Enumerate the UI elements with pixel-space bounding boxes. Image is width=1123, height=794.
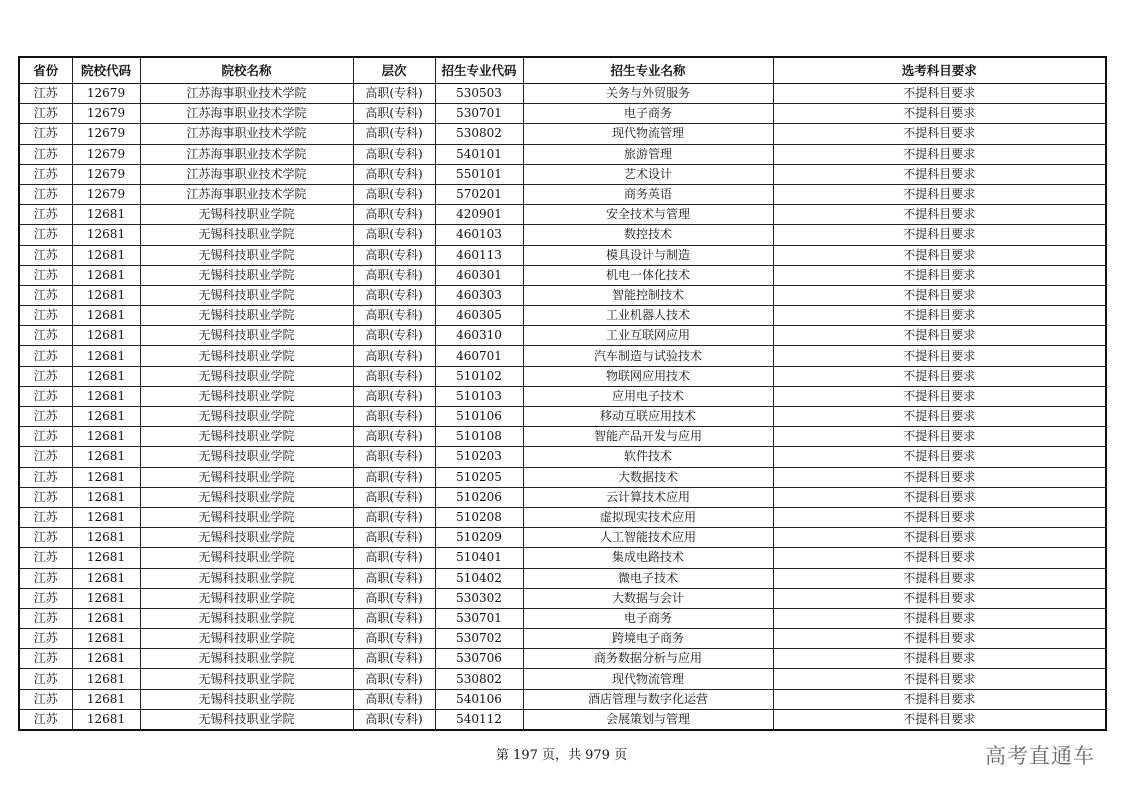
cell-school-name: 无锡科技职业学院 — [140, 447, 353, 467]
table-row — [19, 507, 1106, 527]
table-row — [19, 285, 1106, 305]
cell-major-name: 关务与外贸服务 — [523, 84, 773, 104]
cell-level: 高职(专科) — [353, 205, 435, 225]
cell-subject-requirement: 不提科目要求 — [773, 326, 1106, 346]
cell-school-name: 无锡科技职业学院 — [140, 225, 353, 245]
cell-major-name: 旅游管理 — [523, 144, 773, 164]
table-row — [19, 184, 1106, 204]
cell-school-code: 12679 — [72, 144, 140, 164]
cell-province: 江苏 — [19, 709, 72, 730]
table-row — [19, 386, 1106, 406]
cell-level: 高职(专科) — [353, 346, 435, 366]
cell-province: 江苏 — [19, 528, 72, 548]
header-school-code: 院校代码 — [72, 57, 140, 84]
cell-school-name: 无锡科技职业学院 — [140, 487, 353, 507]
table-row — [19, 588, 1106, 608]
cell-major-name: 汽车制造与试验技术 — [523, 346, 773, 366]
table-row — [19, 689, 1106, 709]
cell-level: 高职(专科) — [353, 669, 435, 689]
table-row — [19, 528, 1106, 548]
cell-major-code: 460103 — [435, 225, 523, 245]
cell-school-name: 无锡科技职业学院 — [140, 588, 353, 608]
cell-major-name: 虚拟现实技术应用 — [523, 507, 773, 527]
cell-province: 江苏 — [19, 285, 72, 305]
cell-school-code: 12681 — [72, 507, 140, 527]
cell-province: 江苏 — [19, 548, 72, 568]
cell-province: 江苏 — [19, 588, 72, 608]
enrollment-table-container — [18, 56, 1105, 731]
cell-province: 江苏 — [19, 346, 72, 366]
cell-major-code: 540106 — [435, 689, 523, 709]
cell-school-code: 12681 — [72, 649, 140, 669]
header-major-name: 招生专业名称 — [523, 57, 773, 84]
cell-major-code: 530701 — [435, 104, 523, 124]
cell-province: 江苏 — [19, 649, 72, 669]
cell-major-name: 商务数据分析与应用 — [523, 649, 773, 669]
cell-school-name: 江苏海事职业技术学院 — [140, 164, 353, 184]
cell-major-code: 460310 — [435, 326, 523, 346]
cell-school-name: 江苏海事职业技术学院 — [140, 104, 353, 124]
cell-major-code: 510209 — [435, 528, 523, 548]
cell-major-code: 530503 — [435, 84, 523, 104]
cell-major-code: 510206 — [435, 487, 523, 507]
cell-school-code: 12681 — [72, 629, 140, 649]
table-row — [19, 467, 1106, 487]
cell-major-name: 艺术设计 — [523, 164, 773, 184]
cell-major-code: 510205 — [435, 467, 523, 487]
cell-school-name: 江苏海事职业技术学院 — [140, 144, 353, 164]
cell-province: 江苏 — [19, 326, 72, 346]
cell-school-code: 12681 — [72, 548, 140, 568]
cell-school-code: 12681 — [72, 366, 140, 386]
table-body — [19, 84, 1106, 731]
cell-major-code: 510203 — [435, 447, 523, 467]
cell-level: 高职(专科) — [353, 245, 435, 265]
table-row — [19, 568, 1106, 588]
cell-school-name: 江苏海事职业技术学院 — [140, 84, 353, 104]
cell-major-name: 机电一体化技术 — [523, 265, 773, 285]
cell-level: 高职(专科) — [353, 285, 435, 305]
cell-level: 高职(专科) — [353, 487, 435, 507]
cell-major-code: 510103 — [435, 386, 523, 406]
cell-school-name: 无锡科技职业学院 — [140, 568, 353, 588]
cell-subject-requirement: 不提科目要求 — [773, 649, 1106, 669]
cell-level: 高职(专科) — [353, 326, 435, 346]
cell-major-code: 460303 — [435, 285, 523, 305]
cell-province: 江苏 — [19, 164, 72, 184]
cell-major-name: 商务英语 — [523, 184, 773, 204]
cell-subject-requirement: 不提科目要求 — [773, 386, 1106, 406]
header-school-name: 院校名称 — [140, 57, 353, 84]
cell-major-code: 530302 — [435, 588, 523, 608]
cell-major-code: 530702 — [435, 629, 523, 649]
cell-level: 高职(专科) — [353, 306, 435, 326]
cell-major-name: 集成电路技术 — [523, 548, 773, 568]
cell-school-name: 无锡科技职业学院 — [140, 427, 353, 447]
cell-subject-requirement: 不提科目要求 — [773, 245, 1106, 265]
cell-major-code: 460305 — [435, 306, 523, 326]
cell-subject-requirement: 不提科目要求 — [773, 548, 1106, 568]
cell-school-code: 12681 — [72, 306, 140, 326]
cell-subject-requirement: 不提科目要求 — [773, 164, 1106, 184]
watermark-text: 高考直通车 — [985, 744, 1095, 768]
cell-level: 高职(专科) — [353, 144, 435, 164]
cell-major-name: 数控技术 — [523, 225, 773, 245]
cell-subject-requirement: 不提科目要求 — [773, 124, 1106, 144]
cell-major-code: 420901 — [435, 205, 523, 225]
cell-school-name: 无锡科技职业学院 — [140, 608, 353, 628]
cell-major-code: 570201 — [435, 184, 523, 204]
table-row — [19, 225, 1106, 245]
cell-subject-requirement: 不提科目要求 — [773, 346, 1106, 366]
cell-level: 高职(专科) — [353, 265, 435, 285]
cell-school-code: 12681 — [72, 205, 140, 225]
cell-school-name: 无锡科技职业学院 — [140, 366, 353, 386]
table-row — [19, 487, 1106, 507]
cell-subject-requirement: 不提科目要求 — [773, 689, 1106, 709]
table-row — [19, 265, 1106, 285]
cell-school-code: 12681 — [72, 467, 140, 487]
cell-subject-requirement: 不提科目要求 — [773, 487, 1106, 507]
cell-province: 江苏 — [19, 669, 72, 689]
cell-province: 江苏 — [19, 407, 72, 427]
cell-level: 高职(专科) — [353, 548, 435, 568]
cell-province: 江苏 — [19, 366, 72, 386]
cell-major-code: 530802 — [435, 124, 523, 144]
cell-subject-requirement: 不提科目要求 — [773, 225, 1106, 245]
cell-subject-requirement: 不提科目要求 — [773, 507, 1106, 527]
cell-province: 江苏 — [19, 84, 72, 104]
cell-subject-requirement: 不提科目要求 — [773, 104, 1106, 124]
cell-school-code: 12681 — [72, 407, 140, 427]
cell-school-code: 12681 — [72, 487, 140, 507]
header-province: 省份 — [19, 57, 72, 84]
cell-major-name: 工业机器人技术 — [523, 306, 773, 326]
cell-province: 江苏 — [19, 386, 72, 406]
cell-school-code: 12681 — [72, 346, 140, 366]
cell-major-name: 跨境电子商务 — [523, 629, 773, 649]
cell-level: 高职(专科) — [353, 84, 435, 104]
cell-province: 江苏 — [19, 467, 72, 487]
cell-subject-requirement: 不提科目要求 — [773, 427, 1106, 447]
cell-province: 江苏 — [19, 245, 72, 265]
cell-level: 高职(专科) — [353, 164, 435, 184]
table-row — [19, 306, 1106, 326]
table-row — [19, 245, 1106, 265]
cell-major-name: 现代物流管理 — [523, 669, 773, 689]
cell-province: 江苏 — [19, 104, 72, 124]
cell-major-code: 510102 — [435, 366, 523, 386]
table-row — [19, 407, 1106, 427]
table-header-row — [19, 57, 1106, 84]
cell-school-name: 无锡科技职业学院 — [140, 629, 353, 649]
cell-school-name: 无锡科技职业学院 — [140, 245, 353, 265]
cell-school-name: 江苏海事职业技术学院 — [140, 124, 353, 144]
cell-school-code: 12679 — [72, 124, 140, 144]
table-row — [19, 366, 1106, 386]
cell-major-name: 现代物流管理 — [523, 124, 773, 144]
cell-province: 江苏 — [19, 144, 72, 164]
cell-major-code: 460113 — [435, 245, 523, 265]
cell-school-code: 12681 — [72, 265, 140, 285]
table-row — [19, 346, 1106, 366]
cell-school-name: 无锡科技职业学院 — [140, 265, 353, 285]
cell-school-code: 12681 — [72, 245, 140, 265]
cell-school-code: 12681 — [72, 386, 140, 406]
cell-province: 江苏 — [19, 205, 72, 225]
cell-school-code: 12681 — [72, 447, 140, 467]
cell-school-name: 无锡科技职业学院 — [140, 346, 353, 366]
cell-province: 江苏 — [19, 447, 72, 467]
cell-subject-requirement: 不提科目要求 — [773, 568, 1106, 588]
cell-school-code: 12681 — [72, 285, 140, 305]
cell-major-code: 530802 — [435, 669, 523, 689]
table-row — [19, 709, 1106, 730]
cell-level: 高职(专科) — [353, 528, 435, 548]
cell-subject-requirement: 不提科目要求 — [773, 306, 1106, 326]
cell-subject-requirement: 不提科目要求 — [773, 669, 1106, 689]
cell-school-name: 无锡科技职业学院 — [140, 649, 353, 669]
table-row — [19, 548, 1106, 568]
cell-school-name: 无锡科技职业学院 — [140, 306, 353, 326]
cell-school-code: 12681 — [72, 225, 140, 245]
cell-major-name: 安全技术与管理 — [523, 205, 773, 225]
table-row — [19, 629, 1106, 649]
cell-school-name: 无锡科技职业学院 — [140, 467, 353, 487]
cell-major-name: 工业互联网应用 — [523, 326, 773, 346]
cell-level: 高职(专科) — [353, 629, 435, 649]
cell-level: 高职(专科) — [353, 366, 435, 386]
cell-level: 高职(专科) — [353, 124, 435, 144]
cell-school-name: 无锡科技职业学院 — [140, 669, 353, 689]
cell-major-code: 510106 — [435, 407, 523, 427]
cell-school-code: 12679 — [72, 84, 140, 104]
cell-province: 江苏 — [19, 124, 72, 144]
table-row — [19, 447, 1106, 467]
cell-province: 江苏 — [19, 568, 72, 588]
cell-subject-requirement: 不提科目要求 — [773, 184, 1106, 204]
header-subject-requirement: 选考科目要求 — [773, 57, 1106, 84]
cell-level: 高职(专科) — [353, 447, 435, 467]
table-row — [19, 326, 1106, 346]
table-row — [19, 164, 1106, 184]
cell-school-code: 12679 — [72, 164, 140, 184]
cell-province: 江苏 — [19, 629, 72, 649]
cell-province: 江苏 — [19, 306, 72, 326]
cell-major-name: 模具设计与制造 — [523, 245, 773, 265]
cell-level: 高职(专科) — [353, 568, 435, 588]
cell-subject-requirement: 不提科目要求 — [773, 588, 1106, 608]
cell-subject-requirement: 不提科目要求 — [773, 407, 1106, 427]
cell-school-name: 无锡科技职业学院 — [140, 407, 353, 427]
cell-level: 高职(专科) — [353, 507, 435, 527]
table-row — [19, 649, 1106, 669]
cell-major-name: 云计算技术应用 — [523, 487, 773, 507]
table-row — [19, 144, 1106, 164]
cell-major-name: 电子商务 — [523, 608, 773, 628]
table-row — [19, 205, 1106, 225]
header-level: 层次 — [353, 57, 435, 84]
cell-subject-requirement: 不提科目要求 — [773, 467, 1106, 487]
cell-major-code: 530701 — [435, 608, 523, 628]
table-row — [19, 104, 1106, 124]
cell-level: 高职(专科) — [353, 588, 435, 608]
cell-subject-requirement: 不提科目要求 — [773, 629, 1106, 649]
cell-level: 高职(专科) — [353, 427, 435, 447]
cell-level: 高职(专科) — [353, 104, 435, 124]
cell-subject-requirement: 不提科目要求 — [773, 447, 1106, 467]
cell-level: 高职(专科) — [353, 184, 435, 204]
cell-school-code: 12681 — [72, 427, 140, 447]
cell-major-name: 酒店管理与数字化运营 — [523, 689, 773, 709]
cell-level: 高职(专科) — [353, 386, 435, 406]
cell-school-code: 12681 — [72, 709, 140, 730]
cell-school-name: 无锡科技职业学院 — [140, 285, 353, 305]
cell-school-name: 无锡科技职业学院 — [140, 507, 353, 527]
table-row — [19, 124, 1106, 144]
cell-level: 高职(专科) — [353, 649, 435, 669]
cell-level: 高职(专科) — [353, 407, 435, 427]
cell-school-name: 无锡科技职业学院 — [140, 528, 353, 548]
cell-major-name: 会展策划与管理 — [523, 709, 773, 730]
cell-major-code: 510208 — [435, 507, 523, 527]
cell-school-name: 无锡科技职业学院 — [140, 548, 353, 568]
table-row — [19, 669, 1106, 689]
cell-school-code: 12679 — [72, 184, 140, 204]
cell-subject-requirement: 不提科目要求 — [773, 84, 1106, 104]
cell-subject-requirement: 不提科目要求 — [773, 608, 1106, 628]
cell-school-name: 无锡科技职业学院 — [140, 689, 353, 709]
cell-province: 江苏 — [19, 225, 72, 245]
cell-province: 江苏 — [19, 507, 72, 527]
cell-level: 高职(专科) — [353, 709, 435, 730]
cell-school-code: 12679 — [72, 104, 140, 124]
cell-major-name: 大数据技术 — [523, 467, 773, 487]
cell-province: 江苏 — [19, 487, 72, 507]
cell-major-name: 人工智能技术应用 — [523, 528, 773, 548]
cell-level: 高职(专科) — [353, 689, 435, 709]
cell-school-name: 无锡科技职业学院 — [140, 326, 353, 346]
cell-subject-requirement: 不提科目要求 — [773, 265, 1106, 285]
table-row — [19, 84, 1106, 104]
cell-major-code: 530706 — [435, 649, 523, 669]
cell-major-name: 移动互联应用技术 — [523, 407, 773, 427]
cell-province: 江苏 — [19, 689, 72, 709]
cell-major-code: 460701 — [435, 346, 523, 366]
cell-major-code: 540112 — [435, 709, 523, 730]
cell-level: 高职(专科) — [353, 608, 435, 628]
table-row — [19, 608, 1106, 628]
table-row — [19, 427, 1106, 447]
cell-subject-requirement: 不提科目要求 — [773, 528, 1106, 548]
cell-school-name: 无锡科技职业学院 — [140, 205, 353, 225]
cell-school-code: 12681 — [72, 588, 140, 608]
cell-subject-requirement: 不提科目要求 — [773, 709, 1106, 730]
cell-major-name: 应用电子技术 — [523, 386, 773, 406]
cell-school-code: 12681 — [72, 689, 140, 709]
enrollment-table — [18, 56, 1107, 731]
cell-school-code: 12681 — [72, 608, 140, 628]
cell-major-name: 物联网应用技术 — [523, 366, 773, 386]
cell-major-code: 460301 — [435, 265, 523, 285]
cell-major-name: 大数据与会计 — [523, 588, 773, 608]
cell-subject-requirement: 不提科目要求 — [773, 285, 1106, 305]
cell-subject-requirement: 不提科目要求 — [773, 366, 1106, 386]
cell-school-code: 12681 — [72, 669, 140, 689]
cell-school-name: 无锡科技职业学院 — [140, 386, 353, 406]
cell-province: 江苏 — [19, 427, 72, 447]
cell-school-code: 12681 — [72, 568, 140, 588]
cell-major-code: 550101 — [435, 164, 523, 184]
cell-school-name: 江苏海事职业技术学院 — [140, 184, 353, 204]
cell-level: 高职(专科) — [353, 225, 435, 245]
cell-major-code: 510401 — [435, 548, 523, 568]
header-major-code: 招生专业代码 — [435, 57, 523, 84]
cell-school-code: 12681 — [72, 326, 140, 346]
cell-subject-requirement: 不提科目要求 — [773, 144, 1106, 164]
cell-province: 江苏 — [19, 184, 72, 204]
cell-school-code: 12681 — [72, 528, 140, 548]
cell-major-code: 510402 — [435, 568, 523, 588]
cell-major-name: 智能控制技术 — [523, 285, 773, 305]
cell-major-name: 电子商务 — [523, 104, 773, 124]
cell-province: 江苏 — [19, 265, 72, 285]
cell-major-name: 微电子技术 — [523, 568, 773, 588]
cell-school-name: 无锡科技职业学院 — [140, 709, 353, 730]
cell-level: 高职(专科) — [353, 467, 435, 487]
cell-major-code: 510108 — [435, 427, 523, 447]
cell-major-name: 智能产品开发与应用 — [523, 427, 773, 447]
cell-major-name: 软件技术 — [523, 447, 773, 467]
cell-subject-requirement: 不提科目要求 — [773, 205, 1106, 225]
cell-major-code: 540101 — [435, 144, 523, 164]
page-number: 第 197 页，共 979 页 — [495, 748, 628, 763]
cell-province: 江苏 — [19, 608, 72, 628]
